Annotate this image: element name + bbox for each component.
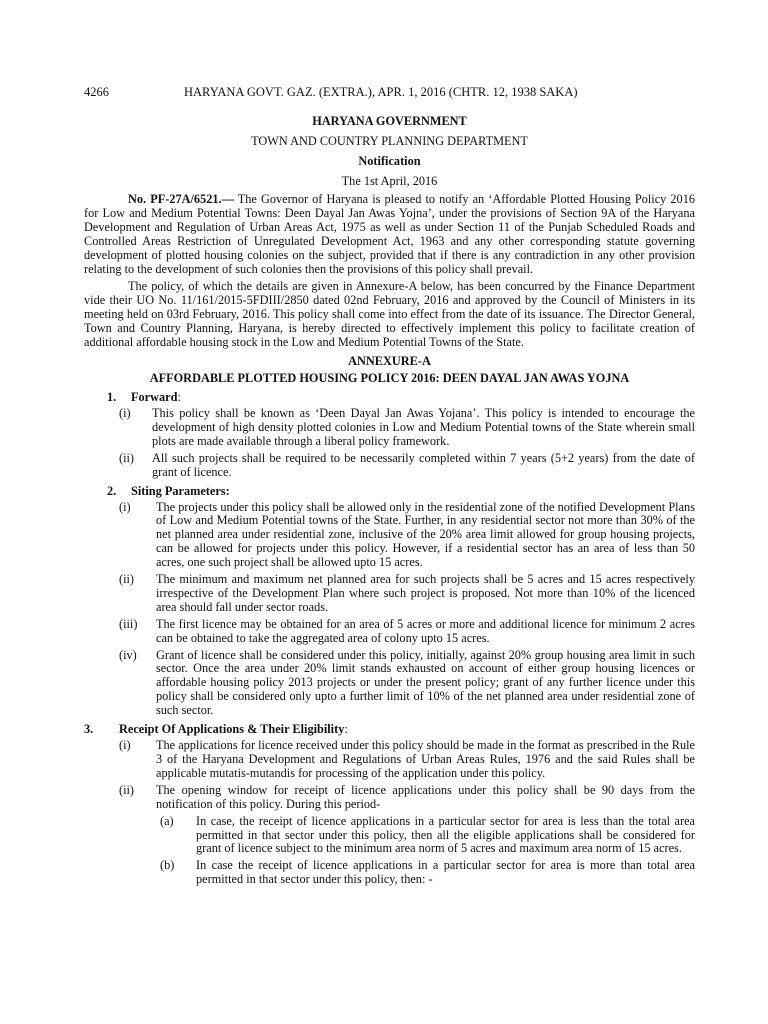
section-title: Forward xyxy=(131,389,178,404)
sub-item-text: In case, the receipt of licence applications in a particular sector for area is less than the total area permitted in that sector under this policy, then all the eligible applications shall be considered for grant of licence subject to the minimum area norm of 5 acres and maximum area norm of 15 acres. xyxy=(196,813,695,856)
list-item xyxy=(84,649,695,719)
notification-number: No. PF-27A/6521.— xyxy=(128,192,234,206)
government-heading: HARYANA GOVERNMENT xyxy=(312,114,467,128)
item-number: (iv) xyxy=(119,647,137,662)
list-item xyxy=(84,739,695,781)
item-number: (ii) xyxy=(119,782,135,797)
item-text: The first licence may be obtained for an area of 5 acres or more and additional licence for minimum 2 acres can be obtained to take the aggregated area of colony upto 15 acres. xyxy=(156,616,695,645)
intro-text: The Governor of Haryana is pleased to notify an ‘Affordable Plotted Housing Policy 2016 for Low and Medium Potential Towns: Deen Dayal Jan Awas Yojna’, under the provisions of Section 9A of the Haryana Development and Regulation of Urban Areas Act, 1975 as well as under Section 11 of the Punjab Scheduled Roads and Controlled Areas Restriction of Unregulated Development Act, 1963 and any other corresponding statute governing development of plotted housing colonies on the subject, provided that if there is any contradiction in any other provision relating to the development of such colonies then the provisions of this policy shall prevail. xyxy=(84,192,695,276)
list-item xyxy=(84,452,695,480)
intro-paragraph xyxy=(84,193,695,276)
list-item xyxy=(84,618,695,646)
section-number: 3. xyxy=(84,722,94,737)
item-text: The applications for licence received under this policy should be made in the format as prescribed in the Rule 3 of the Haryana Development and Regulations of Urban Areas Rules, 1976 and the said Rules shall be applicable mutatis-mutandis for processing of the application under this policy. xyxy=(156,738,695,780)
section-number: 2. xyxy=(107,483,117,498)
section-receipt-of-applications xyxy=(84,722,695,736)
section-suffix: : xyxy=(177,389,181,404)
section-title: Siting Parameters: xyxy=(131,483,230,498)
notification-heading: Notification xyxy=(358,154,421,168)
gazette-title: HARYANA GOVT. GAZ. (EXTRA.), APR. 1, 2016 (CHTR. 12, 1938 SAKA) xyxy=(184,85,578,99)
list-item xyxy=(84,407,695,449)
policy-paragraph: The policy, of which the details are given in Annexure-A below, has been concurred by the Finance Department vide their UO No. 11/161/2015-5FDIII/2850 dated 02nd February, 2016 and approved by the Council of Ministers in its meeting held on 03rd February, 2016. This policy shall come into effect from the date of its issuance. The Director General, Town and Country Planning, Haryana, is hereby directed to effectively implement this policy to facilitate creation of additional affordable housing stock in the Low and Medium Potential Towns of the State. xyxy=(84,279,695,350)
list-item xyxy=(84,501,695,571)
item-text: The projects under this policy shall be allowed only in the residential zone of the notified Development Plans of Low and Medium Potential towns of the State. Further, in any residential sector not more than 30% of the net planned area under residential zone, inclusive of the 20% area limit allowed for group housing projects, can be allowed for projects under this policy. However, if a residential sector has an area of less than 50 acres, one such project shall be allowed upto 15 acres. xyxy=(156,499,695,570)
item-text: All such projects shall be required to be necessarily completed within 7 years (5+2 years) from the date of grant of licence. xyxy=(152,450,695,479)
page-header xyxy=(84,85,695,100)
item-text: This policy shall be known as ‘Deen Dayal Jan Awas Yojana’. This policy is intended to encourage the development of high density plotted colonies in Low and Medium Potential towns of the State wherein small plots are made available through a liberal policy framework. xyxy=(152,405,695,448)
sub-item-letter: (a) xyxy=(160,813,174,828)
notification-date: The 1st April, 2016 xyxy=(341,174,438,188)
annexure-title: ANNEXURE-A xyxy=(348,353,431,368)
item-number: (i) xyxy=(119,499,131,514)
section-forward xyxy=(84,390,695,404)
section-number: 1. xyxy=(107,389,117,404)
item-text: The opening window for receipt of licence applications under this policy shall be 90 days from the notification of this policy. During this period- xyxy=(156,782,695,811)
list-item xyxy=(84,573,695,615)
sub-item-letter: (b) xyxy=(160,858,175,873)
section-title: Receipt Of Applications & Their Eligibility xyxy=(119,722,345,737)
item-number: (iii) xyxy=(119,616,138,631)
item-number: (ii) xyxy=(119,572,135,587)
item-text: The minimum and maximum net planned area for such projects shall be 5 acres and 15 acres respectively irrespective of the Development Plan where such project is proposed. Not more than 10% of the licenced area should fall under sector roads. xyxy=(156,572,695,614)
section-suffix: : xyxy=(344,722,348,737)
sub-list-item xyxy=(84,859,695,887)
sub-list-item xyxy=(84,815,695,857)
item-number: (ii) xyxy=(119,450,135,465)
item-number: (i) xyxy=(119,738,131,753)
list-item xyxy=(84,784,695,812)
annexure-subtitle: AFFORDABLE PLOTTED HOUSING POLICY 2016: DEEN DAYAL JAN AWAS YOJNA xyxy=(149,370,630,385)
item-number: (i) xyxy=(119,405,131,420)
department-heading: TOWN AND COUNTRY PLANNING DEPARTMENT xyxy=(251,134,528,148)
page-number: 4266 xyxy=(84,85,109,99)
item-text: Grant of licence shall be considered under this policy, initially, against 20% group housing area limit in such sector. Once the area under 20% limit stands exhausted on account of either group housing licences or affordable housing policy 2013 projects or under the present policy; grant of any further licence under this policy shall be considered only upto a further limit of 10% of the net planned area under residential zone of such sector. xyxy=(156,647,695,718)
sub-item-text: In case the receipt of licence applications in a particular sector for area is more than total area permitted in that sector under this policy, then: - xyxy=(196,858,695,887)
section-siting-parameters xyxy=(84,484,695,498)
